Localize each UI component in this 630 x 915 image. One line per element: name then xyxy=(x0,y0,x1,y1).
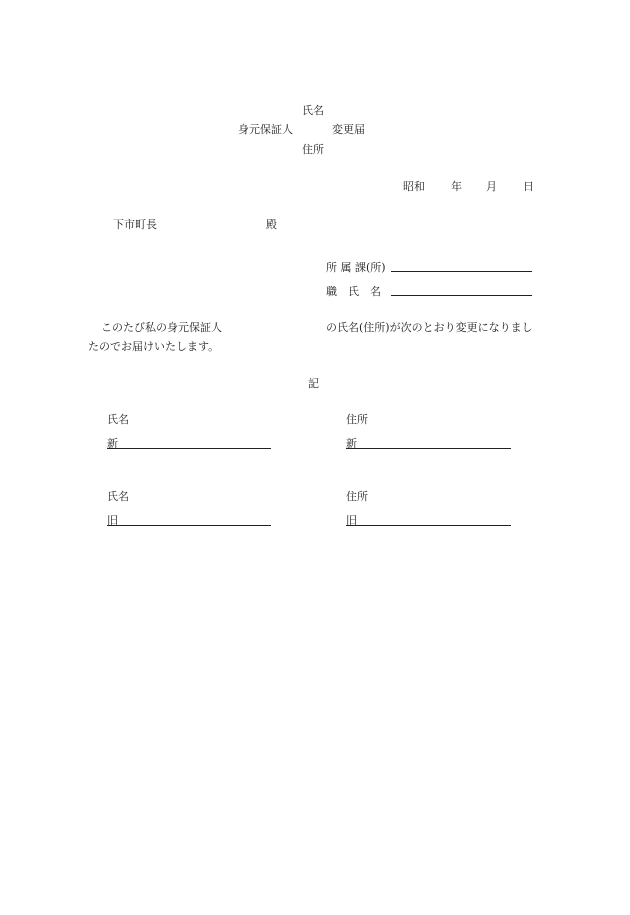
new-address-underline xyxy=(346,448,511,449)
old-address-prefix: 旧 xyxy=(346,514,357,527)
title-jusho: 住所 xyxy=(302,143,324,156)
date-day: 日 xyxy=(523,180,534,193)
date-month: 月 xyxy=(486,180,497,193)
new-name-underline xyxy=(107,448,271,449)
new-name-prefix: 新 xyxy=(107,437,118,450)
name-underline xyxy=(391,295,532,296)
date-era: 昭和 xyxy=(403,180,425,193)
addressee-name: 下市町長 xyxy=(113,218,157,231)
new-address-label: 住所 xyxy=(346,413,368,426)
name-label: 職 氏 名 xyxy=(326,285,381,298)
department-underline xyxy=(391,271,532,272)
title-shimei: 氏名 xyxy=(302,104,324,117)
new-name-label: 氏名 xyxy=(107,413,129,426)
title-main-right: 変更届 xyxy=(332,123,365,136)
old-address-label: 住所 xyxy=(346,490,368,503)
addressee-honorific: 殿 xyxy=(266,218,277,231)
body-line2: たのでお届けいたします。 xyxy=(88,340,220,353)
old-address-underline xyxy=(346,525,511,526)
department-label: 所 属 課(所) xyxy=(326,261,386,274)
body-line1-right: の氏名(住所)が次のとおり変更になりまし xyxy=(326,321,533,334)
old-name-underline xyxy=(107,525,271,526)
title-main-left: 身元保証人 xyxy=(238,123,293,136)
body-line1-left: このたび私の身元保証人 xyxy=(101,321,222,334)
old-name-prefix: 旧 xyxy=(107,514,118,527)
old-name-label: 氏名 xyxy=(107,490,129,503)
ki-heading: 記 xyxy=(308,377,319,390)
new-address-prefix: 新 xyxy=(346,437,357,450)
date-year: 年 xyxy=(451,180,462,193)
